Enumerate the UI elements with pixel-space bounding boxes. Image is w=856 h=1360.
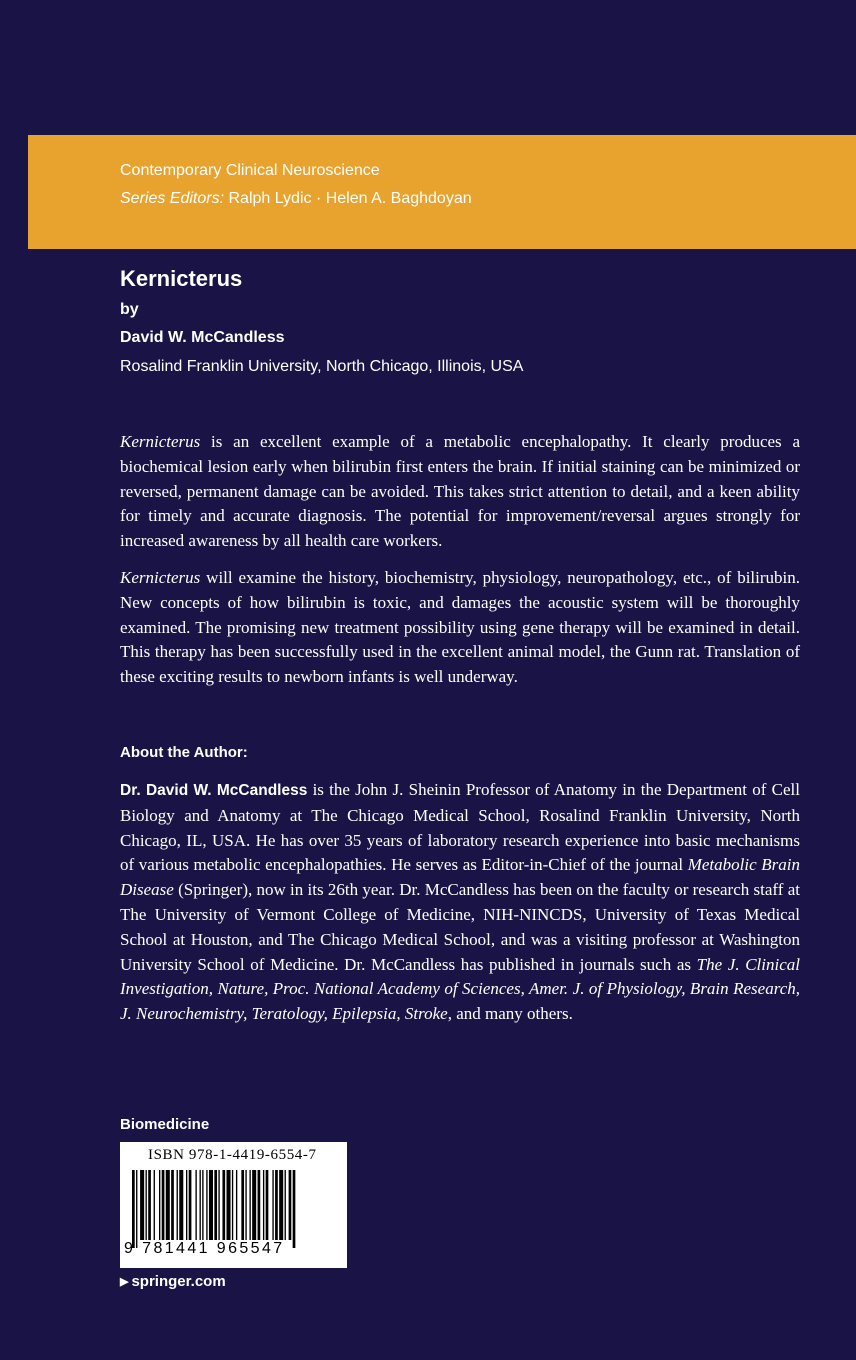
description-p1-emphasis: Kernicterus <box>120 432 201 451</box>
description-paragraph-1 <box>120 430 800 554</box>
about-text-3: , and many others. <box>447 1004 573 1024</box>
description-p1-text: is an excellent example of a metabolic encephalopathy. It clearly produces a biochemical lesion early when bilirubin first enters the brain. If initial staining can be minimized or reversed, permanent damage can be avoided. This takes strict attention to detail, and a keen ability for timely and accurate diagnosis. The potential for improvement/reversal argues strongly for increased awareness by all health care workers. <box>120 432 800 551</box>
barcode-bar <box>218 1170 219 1240</box>
subject-category: Biomedicine <box>120 1116 210 1133</box>
about-text-1: is the John J. Sheinin Professor of Anatomy in the Department of Cell Biology and Anatomy at The Chicago Medical School, Rosalind Franklin University, North Chicago, IL, USA. He has over 35 years of laboratory research experience into basic mechanisms of various metabolic encephalopathies. He serves as Editor-in-Chief of the journal <box>120 780 800 875</box>
book-title: Kernicterus <box>120 266 243 291</box>
about-author-name: Dr. David W. McCandless <box>120 782 308 799</box>
barcode-bar <box>263 1170 264 1240</box>
barcode-bar <box>227 1170 231 1240</box>
barcode-bar <box>245 1170 246 1240</box>
description-paragraph-2 <box>120 566 800 690</box>
barcode-bar <box>289 1170 292 1240</box>
barcode-bar <box>275 1170 278 1240</box>
series-title: Contemporary Clinical Neuroscience <box>120 162 380 179</box>
series-editors <box>120 190 472 208</box>
barcode-bars <box>132 1170 337 1250</box>
publisher-url: springer.com <box>131 1273 226 1290</box>
series-editors-label: Series Editors: <box>120 190 225 207</box>
series-band <box>28 135 856 249</box>
series-editors-names: Ralph Lydic · Helen A. Baghdoyan <box>228 190 472 207</box>
about-heading: About the Author: <box>120 744 248 761</box>
barcode-bar <box>171 1170 174 1240</box>
about-paragraph <box>120 778 800 1027</box>
barcode-bar <box>236 1170 237 1240</box>
barcode-bar <box>159 1170 160 1240</box>
barcode-bar <box>200 1170 201 1240</box>
about-journals-list: The J. Clinical Investigation, Nature, Proc. National Academy of Sciences, Amer. J. of Physiology, Brain Research, J. Neurochemistry, Teratology, Epilepsia, Stroke <box>120 954 800 1024</box>
barcode-bar <box>166 1170 170 1240</box>
barcode-bar <box>140 1170 144 1240</box>
description-p2-text: will examine the history, biochemistry, physiology, neuropathology, etc., of bilirubin. New concepts of how bilirubin is toxic, and damages the acoustic system will be thoroughly examined. The promising new treatment possibility using gene therapy will be examined in detail. This therapy has been successfully used in the excellent animal model, the Gunn rat. Translation of these exciting results to newborn infants is well underway. <box>120 568 800 687</box>
barcode-bar <box>252 1170 256 1240</box>
barcode-bar <box>186 1170 187 1240</box>
triangle-right-icon: ▶ <box>120 1276 129 1288</box>
barcode-bar <box>285 1170 286 1240</box>
barcode-bar <box>266 1170 269 1240</box>
book-author: David W. McCandless <box>120 329 285 346</box>
barcode-bar <box>202 1170 203 1240</box>
barcode-bar <box>206 1170 207 1240</box>
barcode-bar <box>146 1170 147 1240</box>
description-p2-emphasis: Kernicterus <box>120 568 201 587</box>
book-by: by <box>120 301 139 318</box>
barcode-bar <box>279 1170 283 1240</box>
barcode-bar <box>179 1170 183 1240</box>
isbn-label: ISBN 978-1-4419-6554-7 <box>148 1147 317 1163</box>
barcode-bar <box>177 1170 178 1240</box>
publisher-link[interactable] <box>120 1273 226 1290</box>
barcode-bar <box>154 1170 155 1240</box>
barcode-bar <box>162 1170 165 1240</box>
isbn-digits: 9 781441 965547 <box>124 1240 285 1257</box>
barcode-bar <box>232 1170 233 1240</box>
barcode-bar <box>258 1170 261 1240</box>
barcode-bar <box>249 1170 250 1240</box>
about-journal: Metabolic Brain Disease <box>120 855 800 900</box>
barcode-bar <box>195 1170 196 1240</box>
book-affiliation: Rosalind Franklin University, North Chicago, Illinois, USA <box>120 358 524 375</box>
about-text-2: (Springer), now in its 26th year. Dr. McCandless has been on the faculty or research staff at The University of Vermont College of Medicine, NIH-NINCDS, University of Texas Medical School at Houston, and The Chicago Medical School, and was a visiting professor at Washington University School of Medicine. Dr. McCandless has published in journals such as <box>120 880 800 974</box>
barcode-bar <box>222 1170 225 1240</box>
barcode-bar <box>241 1170 244 1240</box>
barcode-bar <box>272 1170 273 1240</box>
isbn-barcode <box>120 1142 347 1268</box>
barcode-bar <box>136 1170 137 1248</box>
barcode-bar <box>214 1170 217 1240</box>
barcode-bar <box>148 1170 151 1240</box>
barcode-bar <box>209 1170 213 1240</box>
barcode-bar <box>293 1170 296 1248</box>
barcode-bar <box>132 1170 135 1248</box>
barcode-bar <box>189 1170 192 1240</box>
